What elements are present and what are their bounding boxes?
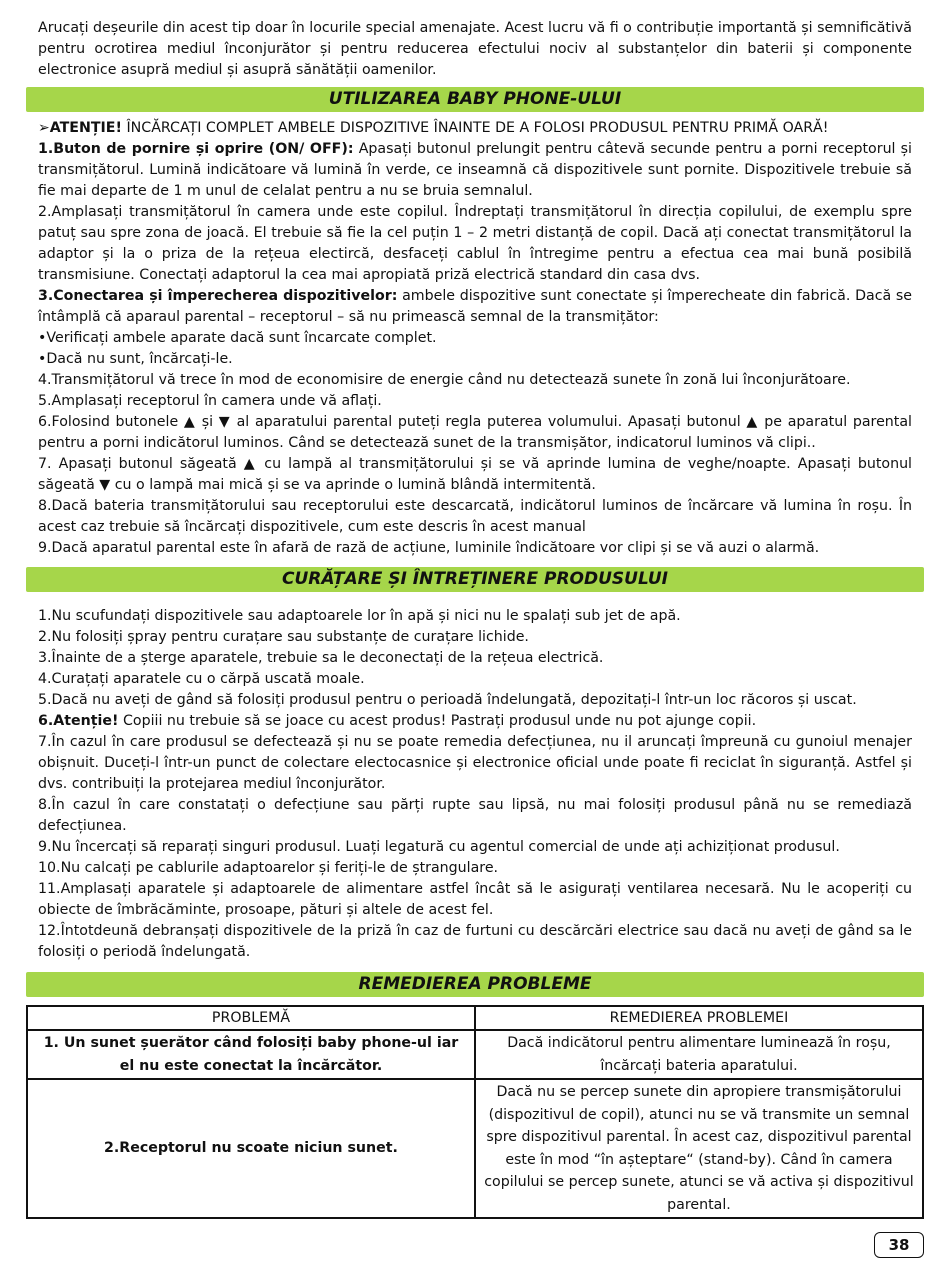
intro-paragraph: Arucați deșeurile din acest tip doar în locurile special amenajate. Acest lucru vă fi o contribuție importantă și semnificătivă pentru ocrotirea mediul înconjurător și pentru reducerea efectului nociv al substanțelor din baterii și componente electronice asupră mediul și asupră sănătății oamenilor. bbox=[38, 20, 912, 78]
troubleshooting-table bbox=[26, 1005, 924, 1219]
cleaning-item-6-label: 6.Atenție! bbox=[38, 713, 119, 729]
usage-item-1 bbox=[38, 139, 912, 202]
usage-item-8: 8.Dacă bateria transmițătorului sau receptorului este descarcată, indicătorul luminos de încărcare vă lumina în roșu. În acest caz trebuie să încărcați dispozitivele, cum este descris în acest manual bbox=[38, 498, 912, 535]
usage-item-9: 9.Dacă aparatul parental este în afară de rază de acțiune, luminile îndicătoare vor clipi și se vă auzi o alarmă. bbox=[38, 540, 820, 556]
header-problem: PROBLEMĂ bbox=[27, 1006, 475, 1030]
row-1-problem: 1. Un sunet șuerător când folosiți baby phone-ul iar el nu este conectat la încărcător. bbox=[27, 1030, 475, 1079]
cleaning-item-1: 1.Nu scufundați dispozitivele sau adaptoarele lor în apă și nici nu le spalați sub jet de apă. bbox=[38, 608, 681, 624]
usage-item-5: 5.Amplasați receptorul în camera unde vă aflați. bbox=[38, 393, 382, 409]
cleaning-item-6-text: Copiii nu trebuie să se joace cu acest produs! Pastrați produsul unde nu pot ajunge copii. bbox=[118, 713, 757, 729]
cleaning-item-5: 5.Dacă nu aveți de gând să folosiți produsul pentru o perioadă îndelungată, depozitați-l într-un loc răcoros și uscat. bbox=[38, 692, 857, 708]
cleaning-item-8: 8.În cazul în care constatați o defecțiune sau părți rupte sau lipsă, nu mai folosiți produsul până nu se remediază defecțiunea. bbox=[38, 797, 912, 834]
table-header-row bbox=[27, 1006, 923, 1030]
usage-item-3 bbox=[38, 286, 912, 328]
table-row bbox=[27, 1030, 923, 1079]
usage-item-7: 7. Apasați butonul săgeată ▲ cu lampă al transmițătorului și se vă aprinde lumina de veghe/noapte. Apasați butonul săgeată ▼ cu o lampă mai mică și se va aprinde o lumină blândă intermitentă. bbox=[38, 456, 912, 493]
row-2-problem: 2.Receptorul nu scoate niciun sunet. bbox=[27, 1079, 475, 1218]
section-title-cleaning: CURĂȚARE ȘI ÎNTREȚINERE PRODUSULUI bbox=[26, 567, 924, 592]
usage-bullet-2: •Dacă nu sunt, încărcați-le. bbox=[38, 351, 233, 367]
cleaning-item-2: 2.Nu folosiți șpray pentru curațare sau substanțe de curațare lichide. bbox=[38, 629, 529, 645]
usage-item-3-label: 3.Conectarea și împerecherea dispozitivelor: bbox=[38, 288, 398, 304]
header-remedy: REMEDIEREA PROBLEMEI bbox=[475, 1006, 923, 1030]
cleaning-item-12: 12.Întotdeună debranșați dispozitivele de la priză în caz de furtuni cu descărcări electrice sau dacă nu aveți de gând sa le folosiți o periodă îndelungată. bbox=[38, 923, 912, 960]
cleaning-item-4: 4.Curațați aparatele cu o cărpă uscată moale. bbox=[38, 671, 365, 687]
cleaning-item-6 bbox=[38, 711, 912, 732]
warning-line bbox=[38, 118, 912, 139]
usage-item-6: 6.Folosind butonele ▲ și ▼ al aparatului parental puteți regla puterea volumului. Apasați butonul ▲ pe aparatul parental pentru a porni indicătorul luminos. Când se detectează sunet de la transmișător, indicatorul luminos vă clipi.. bbox=[38, 414, 912, 451]
usage-item-4: 4.Transmițătorul vă trece în mod de economisire de energie când nu detectează sunete în zonă lui înconjurătoare. bbox=[38, 372, 851, 388]
arrow-bullet-icon: ➢ bbox=[38, 120, 50, 136]
section-title-troubleshooting: REMEDIEREA PROBLEME bbox=[26, 972, 924, 997]
warning-label: ATENȚIE! bbox=[49, 120, 122, 136]
page-number: 38 bbox=[874, 1232, 924, 1258]
warning-text: ÎNCĂRCAȚI COMPLET AMBELE DISPOZITIVE ÎNAINTE DE A FOLOSI PRODUSUL PENTRU PRIMĂ OARĂ! bbox=[121, 120, 829, 136]
cleaning-item-10: 10.Nu calcați pe cablurile adaptoarelor și feriți-le de ștrangulare. bbox=[38, 860, 499, 876]
section-title-usage: UTILIZAREA BABY PHONE-ULUI bbox=[26, 87, 924, 112]
row-2-remedy: Dacă nu se percep sunete din apropiere transmișătorului (dispozitivul de copil), atunci nu se vă transmite un semnal spre dispozitivul parental. În acest caz, dispozitivul parental este în mod “în așteptare“ (stand-by). Când în camera copilului se percep sunete, atunci se vă activa și dispozitivul parental. bbox=[475, 1079, 923, 1218]
cleaning-item-11: 11.Amplasați aparatele și adaptoarele de alimentare astfel încât să le asigurați ventilarea necesară. Nu le acoperiți cu obiecte de îmbrăcăminte, prosoape, pături și altele de acest fel. bbox=[38, 881, 912, 918]
usage-item-3-text: ambele dispozitive sunt conectate și împerecheate din fabrică. Dacă se întâmplă că aparaul parental – receptorul – să nu primească semnal de la transmițător: bbox=[38, 288, 912, 325]
cleaning-item-7: 7.În cazul în care produsul se defectează și nu se poate remedia defecțiunea, nu il aruncați împreună cu gunoiul menajer obișnuit. Duceți-l într-un punct de colectare electocasnice și electronice oficial unde poate fi reciclat în siguranță. Astfel și dvs. contribuiți la protejarea mediul înconjurător. bbox=[38, 734, 912, 792]
usage-bullet-1: •Verificați ambele aparate dacă sunt încarcate complet. bbox=[38, 330, 437, 346]
table-row bbox=[27, 1079, 923, 1218]
cleaning-item-9: 9.Nu încercați să reparați singuri produsul. Luați legatură cu agentul comercial de unde ați achiziționat produsul. bbox=[38, 839, 840, 855]
row-1-remedy: Dacă indicătorul pentru alimentare luminează în roșu, încărcați bateria aparatului. bbox=[475, 1030, 923, 1079]
usage-item-1-text: Apasați butonul prelungit pentru câtevă secunde pentru a porni receptorul și transmițătorul. Lumină indicătoare vă lumină în verde, ce inseamnă că dispozitivele sunt pornite. Dispozitivele trebuie să fie mai departe de 1 m unul de celalat pentru a nu se bruia semnalul. bbox=[38, 141, 913, 199]
usage-item-2: 2.Amplasați transmițătorul în camera unde este copilul. Îndreptați transmițătorul în direcția copilului, de exemplu spre patuț sau spre zona de joacă. El trebuie să fie la cel puțin 1 – 2 metri distanță de copil. Dacă ați conectat transmițătorul la adaptor și la o priza de la rețeua electircă, desfaceți cablul în întregime pentru a efectua cea mai bună posibilă transmisiune. Conectați adaptorul la cea mai apropiată priză electrică standard din casa dvs. bbox=[38, 204, 912, 283]
usage-item-1-label: 1.Buton de pornire și oprire (ON/ OFF): bbox=[38, 141, 354, 157]
cleaning-item-3: 3.Înainte de a șterge aparatele, trebuie sa le deconectați de la rețeua electrică. bbox=[38, 650, 604, 666]
